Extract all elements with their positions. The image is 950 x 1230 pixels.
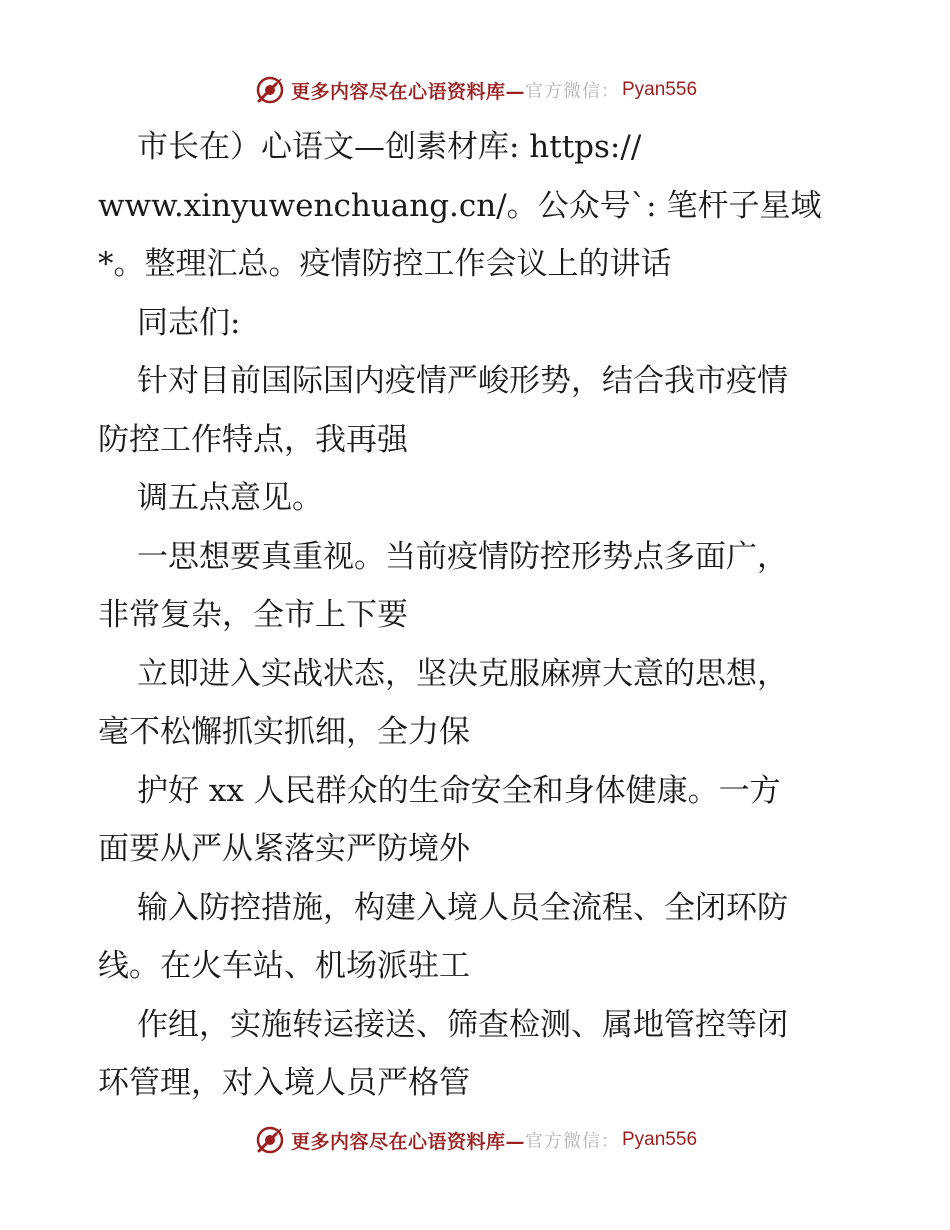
pen-logo-icon bbox=[253, 73, 287, 107]
document-body bbox=[98, 118, 858, 1113]
text-line: 输入防控措施，构建入境人员全流程、全闭环防 bbox=[137, 889, 788, 926]
text-line: 防控工作特点，我再强 bbox=[98, 421, 408, 458]
text-line: 线。在火车站、机场派驻工 bbox=[98, 948, 470, 984]
text-line: 作组，实施转运接送、筛查检测、属地管控等闭 bbox=[137, 1006, 788, 1043]
pen-logo-icon bbox=[253, 1123, 287, 1157]
text-line: *。整理汇总。疫情防控工作会议上的讲话 bbox=[98, 246, 672, 282]
text-line: 针对目前国际国内疫情严峻形势，结合我市疫情 bbox=[137, 363, 788, 399]
banner-wechat-label: 官方微信： bbox=[525, 1131, 620, 1152]
header-watermark-banner bbox=[0, 70, 950, 110]
text-line: 毫不松懈抓实抓细，全力保 bbox=[98, 714, 470, 750]
banner-wechat-id: Pyan556 bbox=[622, 79, 698, 100]
text-line: 环管理，对入境人员严格管 bbox=[98, 1065, 470, 1101]
text-line: 同志们: bbox=[137, 304, 241, 341]
banner-wechat-label: 官方微信： bbox=[525, 81, 620, 102]
footer-watermark-banner bbox=[0, 1120, 950, 1160]
text-line: 调五点意见。 bbox=[137, 480, 323, 516]
text-line: 非常复杂，全市上下要 bbox=[98, 597, 408, 633]
text-line: 护好 xx 人民群众的生命安全和身体健康。一方 bbox=[137, 772, 781, 809]
text-line: 一思想要真重视。当前疫情防控形势点多面广， bbox=[137, 538, 788, 575]
text-line: 市长在）心语文—创素材库: https:// bbox=[137, 129, 642, 165]
text-line: www.xinyuwenchuang.cn/。公众号`: 笔杆子星域 bbox=[98, 187, 822, 224]
banner-main-text: 更多内容尽在心语资料库— bbox=[290, 80, 525, 103]
banner-main-text: 更多内容尽在心语资料库— bbox=[290, 1130, 525, 1153]
text-line: 面要从严从紧落实严防境外 bbox=[98, 831, 470, 867]
text-line: 立即进入实战状态，坚决克服麻痹大意的思想， bbox=[137, 655, 788, 692]
banner-wechat-id: Pyan556 bbox=[622, 1129, 698, 1150]
